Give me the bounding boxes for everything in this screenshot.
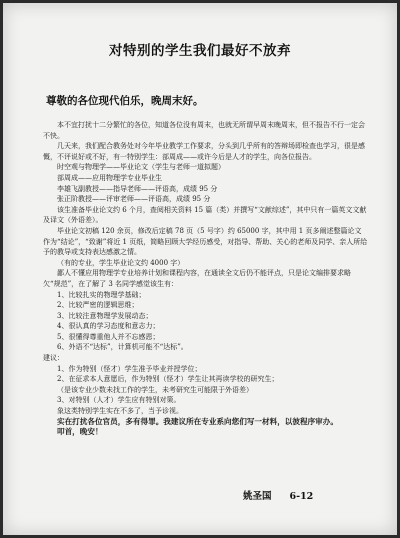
- paragraph: （有的专业，学生毕业论文约 4000 字）: [57, 258, 185, 267]
- letter-title: 对特别的学生我们最好不放弃: [109, 43, 291, 59]
- paragraph: 实在打扰各位官员，多有得罪。我建议所在专业系向您们写一材料，以彼程序审办。: [57, 416, 338, 426]
- paragraph: 鄙人不懂应用物理学专业培养计划和课程内容，在通读全文后仍不能评点，只是论文编排要求略欠“规范”，在了解了 3 名同学感觉该生有：: [43, 269, 351, 288]
- paragraph: 1、作为特别（怪才）学生准予毕业并授学位；: [57, 364, 202, 373]
- letter-page: [3, 3, 397, 535]
- paragraph: 本不宜打扰十二分繁忙的各位，知道各位没有周末，也就无所谓早周末晚周末，但不报告不行一定会不快。: [43, 121, 365, 140]
- paragraph: 5、很懂得尊重他人并不忘感恩；: [57, 332, 160, 341]
- letter-body: [43, 120, 368, 438]
- paragraph: 张正阶教授——评审老师——评语高，成绩 95 分: [57, 195, 211, 204]
- signature-name: 姚圣国: [243, 491, 272, 502]
- greeting: 尊敬的各位现代伯乐，晚周末好。: [46, 95, 204, 107]
- paragraph: 4、很认真的学习态度和意志力；: [57, 322, 160, 331]
- paragraph: 几天来，我们配合教务处对今年毕业教学工作要求，分头到几乎所有的答辩场即检查也学习，很是感慨，不评说好或不好，有一特别学生：部周成——或许今后是人才的学生，向各位报告。: [43, 142, 365, 161]
- paragraph: 2、在征求本人意愿后，作为特别（怪才）学生让其再读学校的研究生；: [57, 375, 279, 384]
- paragraph: 1、比较扎实的物理学基础；: [57, 290, 146, 299]
- paragraph: 时空观与物理学——毕业论文（学生与老师一道拟题）: [57, 163, 225, 172]
- paragraph: 3、对特别（人才）学生应有特别对策。: [57, 396, 181, 405]
- paragraph: （是该专业少数未找工作的学生，未考研究生可能限于外语差）: [57, 385, 253, 394]
- paragraph: 2、比较严密的逻辑思维；: [57, 301, 139, 310]
- signature-block: [243, 488, 313, 502]
- paragraph: 建议：: [43, 354, 64, 363]
- signature-date: 6-12: [289, 491, 314, 502]
- paragraph: 该生准备毕业论文约 6 个月，查阅相关资料 15 篇（类）并撰写“文献综述”，其中只有一篇英文文献及译文（外语差）。: [43, 205, 367, 225]
- paragraph: 叩首，晚安！: [57, 427, 103, 437]
- paragraph: 3、比较注意物理学发展动态；: [57, 311, 153, 320]
- paragraph: 毕业论文初稿 120 余页，修改后定稿 78 页（5 号字）约 65000 字，其中用 1 页多阐述整篇论文作为“结论”，“致谢”将近 1 页纸，简略回顾大学经历感受，对指导、帮助、关心的老师及同学、亲人所给予的教导或支持表达感激之情。: [43, 226, 368, 257]
- paragraph: 6、外语不“达标”，计算机可能不“达标”。: [57, 343, 188, 352]
- paragraph: 部周成——应用物理学专业毕业生: [57, 173, 162, 182]
- paragraph: 象这类特别学生实在不多了，当予诊视。: [57, 407, 183, 416]
- paragraph: 李雄飞副教授——指导老师——评语高，成绩 95 分: [57, 184, 218, 193]
